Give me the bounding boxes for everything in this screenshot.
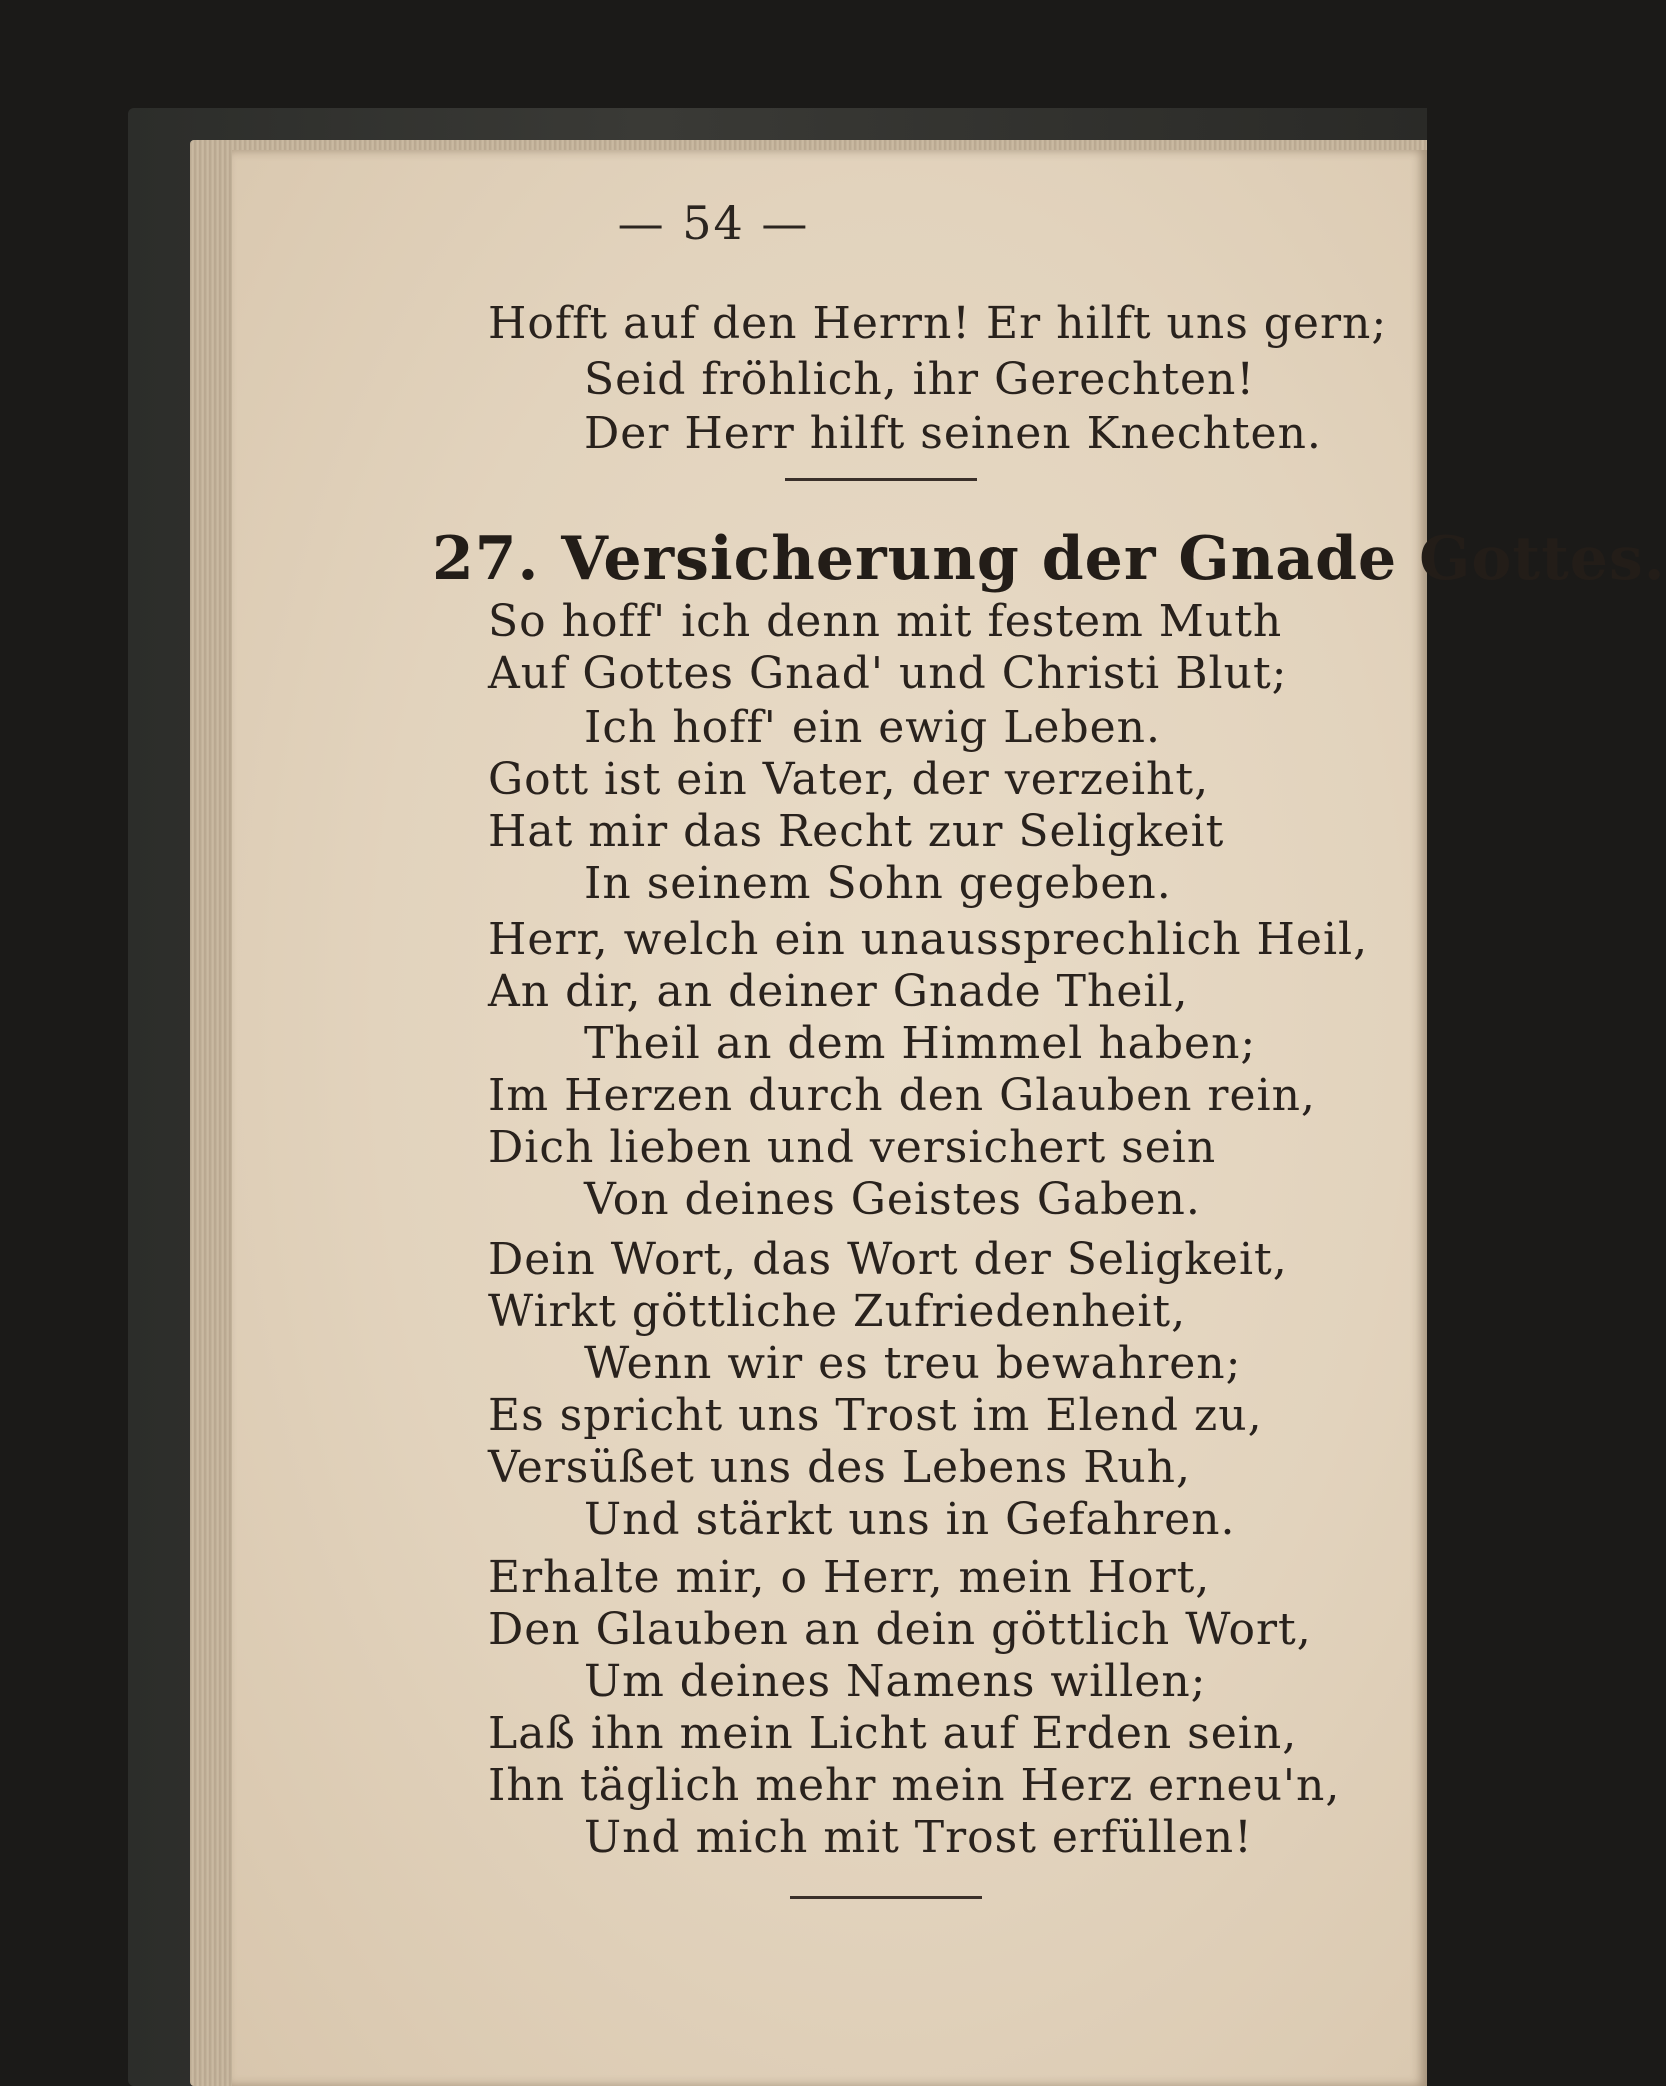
end-rule bbox=[790, 1896, 982, 1899]
verse-line: Wirkt göttliche Zufriedenheit, bbox=[488, 1286, 1187, 1337]
verse-line: Es spricht uns Trost im Elend zu, bbox=[488, 1390, 1263, 1441]
verse-line: Dich lieben und versichert sein bbox=[488, 1122, 1217, 1173]
verse-line: Ich hoff' ein ewig Leben. bbox=[584, 702, 1161, 753]
verse-line: Gott ist ein Vater, der verzeiht, bbox=[488, 754, 1210, 805]
divider-rule bbox=[785, 478, 977, 481]
verse-line: Den Glauben an dein göttlich Wort, bbox=[488, 1604, 1312, 1655]
verse-line: Erhalte mir, o Herr, mein Hort, bbox=[488, 1552, 1211, 1603]
verse-line: Um deines Namens willen; bbox=[584, 1656, 1207, 1707]
verse-line: Wenn wir es treu bewahren; bbox=[584, 1338, 1242, 1389]
verse-line: Laß ihn mein Licht auf Erden sein, bbox=[488, 1708, 1298, 1759]
verse-line: Im Herzen durch den Glauben rein, bbox=[488, 1070, 1316, 1121]
verse-line: Ihn täglich mehr mein Herz erneu'n, bbox=[488, 1760, 1341, 1811]
intro-line: Hofft auf den Herrn! Er hilft uns gern; bbox=[488, 298, 1388, 349]
intro-line: Seid fröhlich, ihr Gerechten! bbox=[584, 354, 1256, 405]
verse-line: Theil an dem Himmel haben; bbox=[584, 1018, 1257, 1069]
intro-line: Der Herr hilft seinen Knechten. bbox=[584, 408, 1322, 459]
verse-line: Versüßet uns des Lebens Ruh, bbox=[488, 1442, 1191, 1493]
verse-line: Und mich mit Trost erfüllen! bbox=[584, 1812, 1253, 1863]
verse-line: In seinem Sohn gegeben. bbox=[584, 858, 1172, 909]
verse-line: So hoff' ich denn mit festem Muth bbox=[488, 596, 1283, 647]
verse-line: An dir, an deiner Gnade Theil, bbox=[488, 966, 1189, 1017]
verse-line: Von deines Geistes Gaben. bbox=[584, 1174, 1201, 1225]
verse-line: Und stärkt uns in Gefahren. bbox=[584, 1494, 1236, 1545]
verse-line: Auf Gottes Gnad' und Christi Blut; bbox=[488, 648, 1288, 699]
hymn-title: 27. Versicherung der Gnade Gottes. bbox=[432, 524, 1666, 594]
verse-line: Herr, welch ein unaussprechlich Heil, bbox=[488, 914, 1369, 965]
page-number: — 54 — bbox=[617, 196, 810, 250]
verse-line: Dein Wort, das Wort der Seligkeit, bbox=[488, 1234, 1288, 1285]
verse-line: Hat mir das Recht zur Seligkeit bbox=[488, 806, 1225, 857]
